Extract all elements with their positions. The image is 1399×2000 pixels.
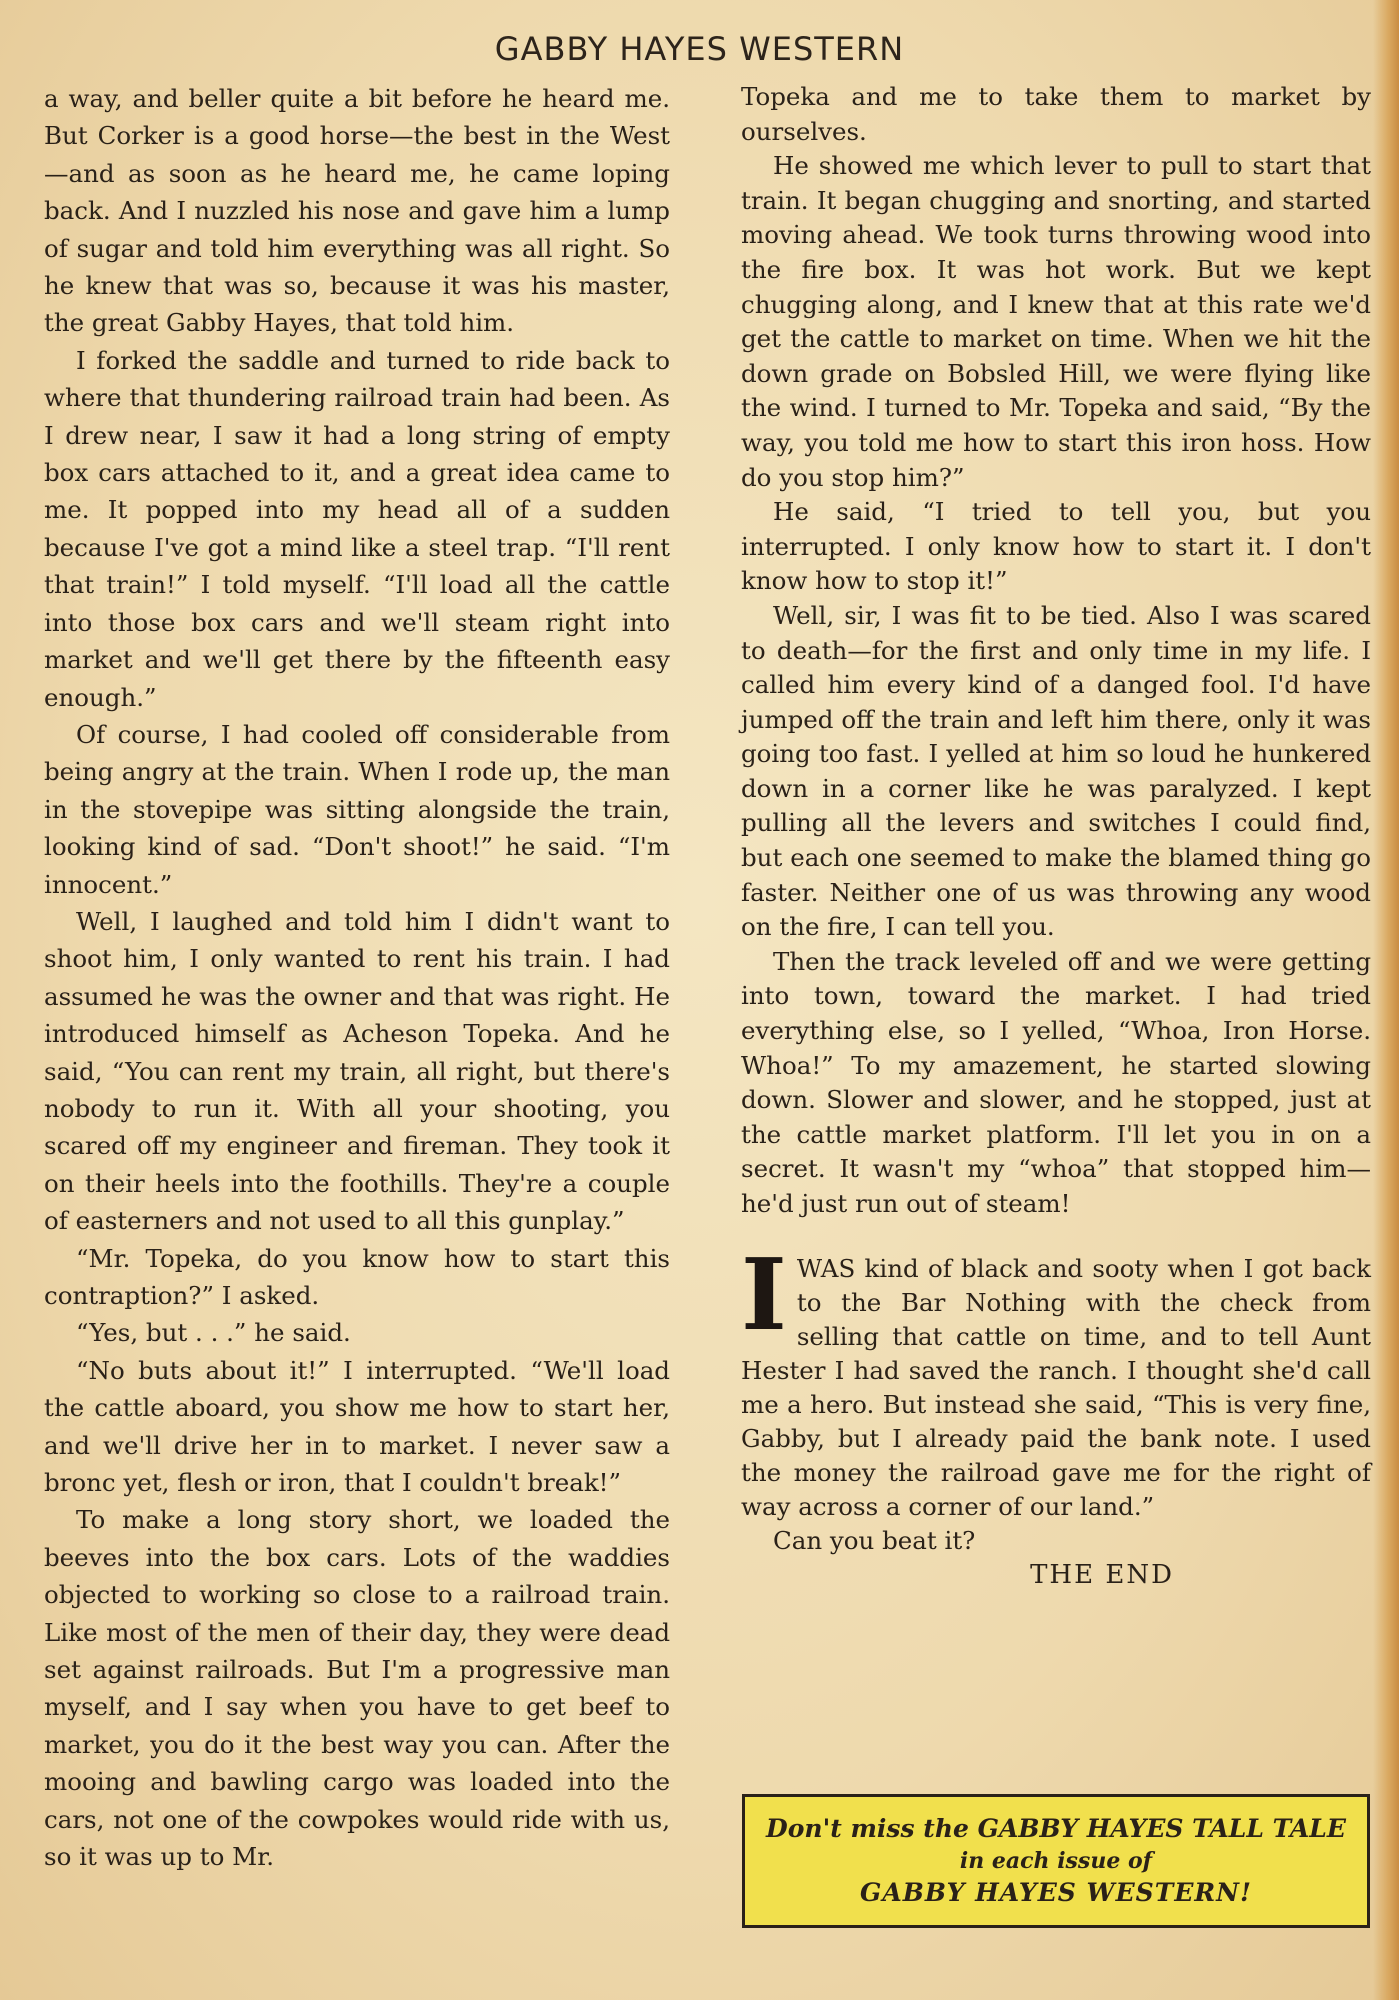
paragraph: Of course, I had cooled off considerable from being angry at the train. When I rode up, the man in the stovepipe was sitting alongside the train, looking kind of sad. “Don't shoot!” he said. “I'm innocent.” <box>44 719 670 899</box>
paragraph: Well, I laughed and told him I didn't want to shoot him, I only wanted to rent his train. I had assumed he was the owner and that was right. He introduced himself as Acheson Topeka. And he said, “You can rent my train, all right, but there's nobody to run it. With all your shooting, you scared off my engineer and fireman. They took it on their heels into the foothills. They're a couple of easterners and not used to all this gunplay.” <box>44 906 670 1236</box>
paragraph: Can you beat it? <box>773 1525 976 1555</box>
paragraph: To make a long story short, we loaded the beeves into the box cars. Lots of the waddies objected to working so close to a railroad train. Like most of the men of their day, they were dead set against railroads. But I'm a progressive man myself, and I say when you have to get beef to market, you do it the best way you can. After the mooing and bawling cargo was loaded into the cars, not one of the cowpokes would ride with us, so it was up to Mr. <box>44 1505 670 1872</box>
paragraph: Then the track leveled off and we were getting into town, toward the market. I had tried everything else, so I yelled, “Whoa, Iron Horse. Whoa!” To my amazement, he started slowing down. Slower and slower, and he stopped, just at the cattle market platform. I'll let you in on a secret. It wasn't my “whoa” that stopped him—he'd just run out of steam! <box>741 946 1371 1218</box>
paragraph: “No buts about it!” I interrupted. “We'll load the cattle aboard, you show me how to start her, and we'll drive her in to market. I never saw a bronc yet, flesh or iron, that I couldn't break!” <box>44 1355 670 1498</box>
promo-line-2: in each issue of <box>959 1848 1153 1874</box>
paragraph: “Yes, but . . .” he said. <box>76 1318 351 1348</box>
promo-line-3: GABBY HAYES WESTERN! <box>860 1878 1252 1907</box>
paragraph: I forked the saddle and turned to ride back to where that thundering railroad train had been. As I drew near, I saw it had a long string of empty box cars attached to it, and a great idea came to me. It popped into my head all of a sudden because I've got a mind like a steel trap. “I'll rent that train!” I told myself. “I'll load all the cattle into those box cars and we'll steam right into market and we'll get there by the fifteenth easy enough.” <box>44 345 670 712</box>
paragraph: Topeka and me to take them to market by ourselves. <box>741 82 1371 146</box>
page-edge-shading <box>1373 0 1399 2000</box>
paragraph: Well, sir, I was fit to be tied. Also I was scared to death—for the first and only time in my life. I called him every kind of a danged fool. I'd have jumped off the train and left him there, only it was going too fast. I yelled at him so loud he hunkered down in a corner like he was paralyzed. I kept pulling all the levers and switches I could find, but each one seemed to make the blamed thing go faster. Neither one of us was throwing any wood on the fire, I can tell you. <box>741 600 1371 942</box>
promo-line-1: Don't miss the GABBY HAYES TALL TALE <box>766 1814 1346 1843</box>
promo-box <box>742 1794 1370 1928</box>
paragraph: a way, and beller quite a bit before he heard me. But Corker is a good horse—the best in the West—and as soon as he heard me, he came loping back. And I nuzzled his nose and gave him a lump of sugar and told him everything was all right. So he knew that was so, because it was his master, the great Gabby Hayes, that told him. <box>44 84 670 338</box>
right-text-column <box>741 80 1371 1592</box>
the-end-label: THE END <box>1030 1559 1174 1590</box>
paragraph: He said, “I tried to tell you, but you interrupted. I only know how to start it. I don't know how to stop it!” <box>741 497 1371 596</box>
left-text-column <box>44 80 670 1876</box>
closing-section <box>741 1237 1371 1592</box>
page-header: GABBY HAYES WESTERN <box>494 30 905 68</box>
paragraph-text: WAS kind of black and sooty when I got back to the Bar Nothing with the check from selling that cattle on time, and to tell Aunt Hester I had saved the ranch. I thought she'd call me a hero. But instead she said, “This is very fine, Gabby, but I already paid the bank note. I used the money the railroad gave me for the right of way across a corner of our land.” <box>741 1253 1371 1521</box>
drop-cap-paragraph <box>741 1237 1371 1524</box>
paragraph: “Mr. Topeka, do you know how to start this contraption?” I asked. <box>44 1243 670 1310</box>
drop-cap: I <box>741 1237 787 1353</box>
paragraph: He showed me which lever to pull to start that train. It began chugging and snorting, and started moving ahead. We took turns throwing wood into the fire box. It was hot work. But we kept chugging along, and I knew that at this rate we'd get the cattle to market on time. When we hit the down grade on Bobsled Hill, we were flying like the wind. I turned to Mr. Topeka and said, “By the way, you told me how to start this iron hoss. How do you stop him?” <box>741 151 1371 492</box>
